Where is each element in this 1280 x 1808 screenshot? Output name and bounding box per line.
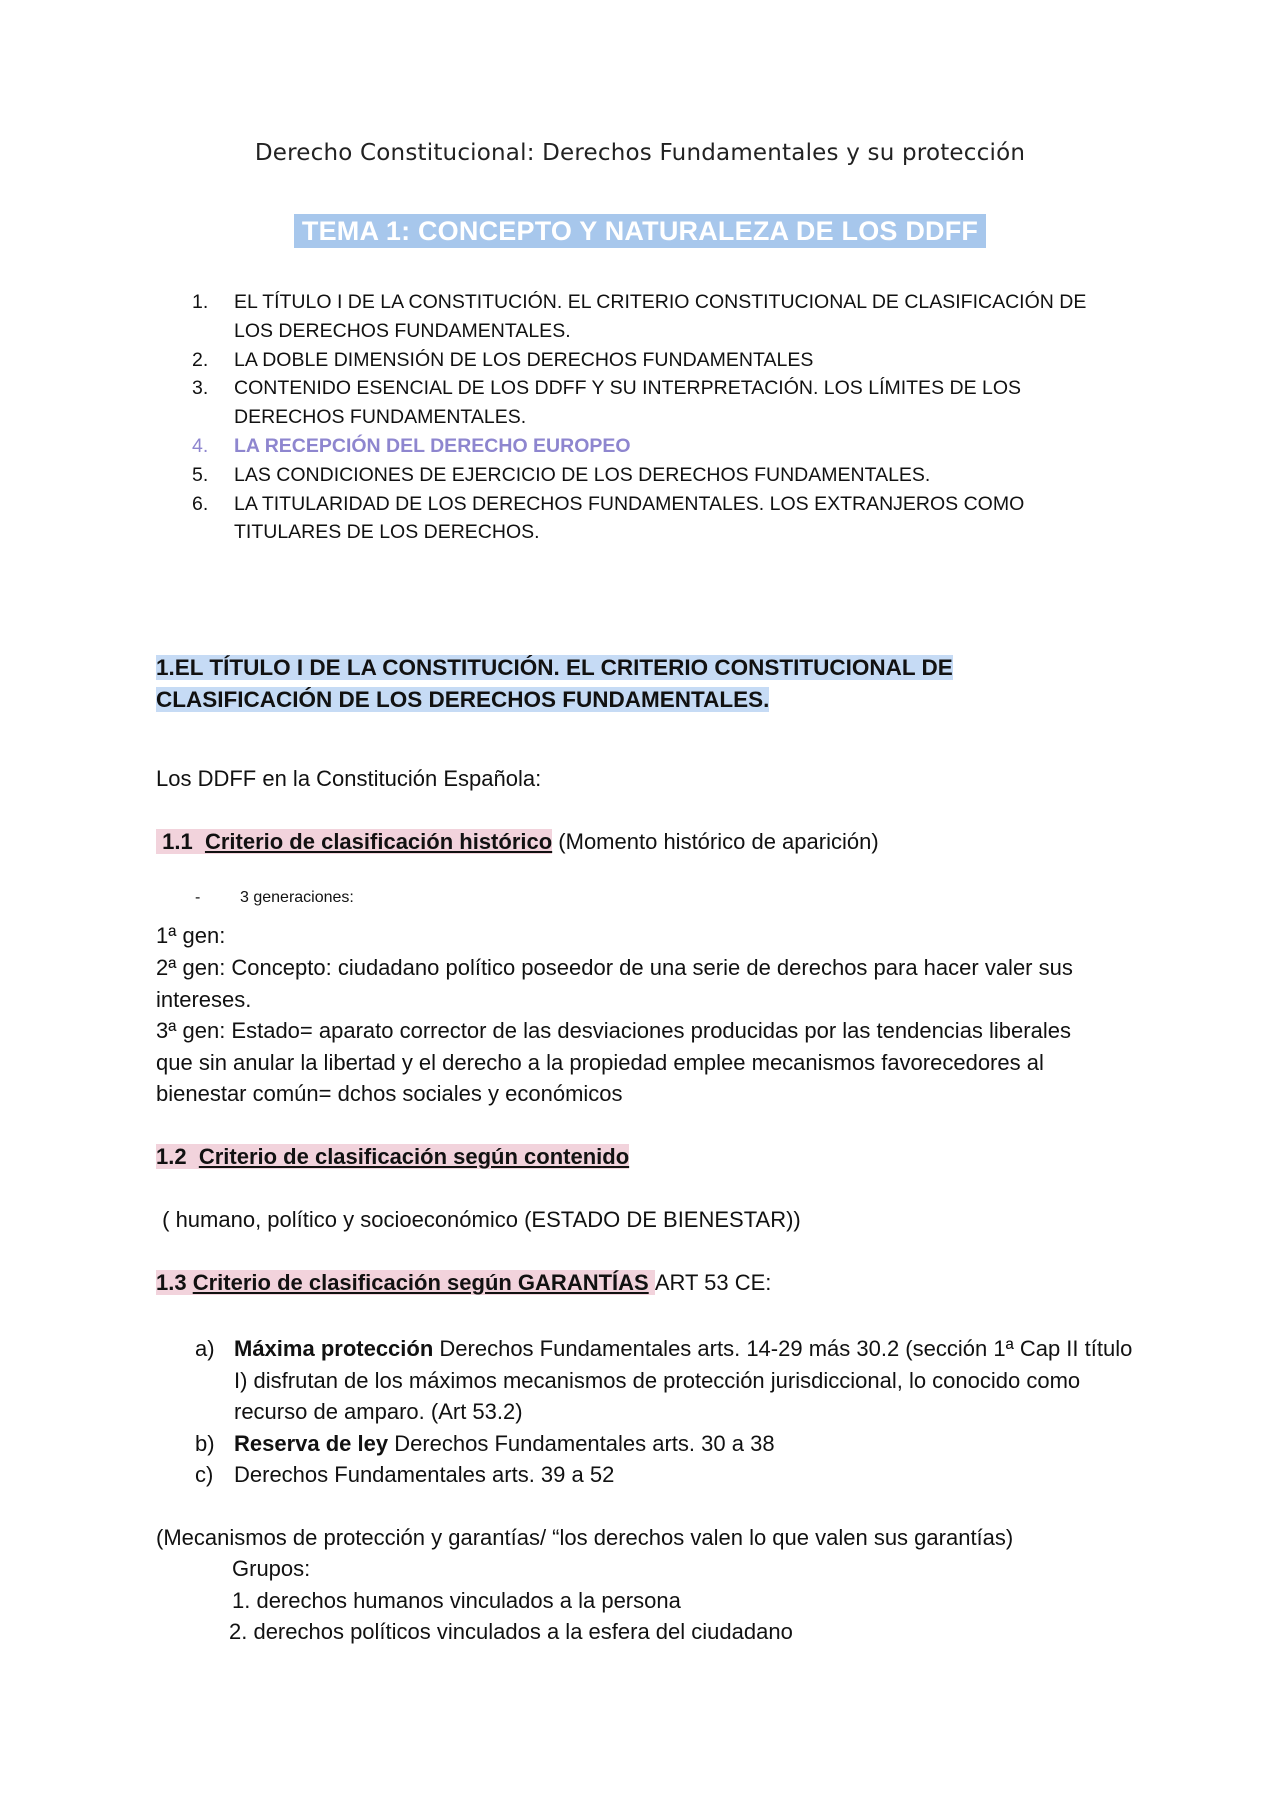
toc-item — [192, 374, 1122, 432]
group-item-1: 1. derechos humanos vinculados a la persona — [232, 1588, 681, 1613]
generation-2: 2ª gen: Concepto: ciudadano político poseedor de una serie de derechos para hacer valer sus intereses. — [156, 955, 1073, 1012]
generation-3: 3ª gen: Estado= aparato corrector de las desviaciones producidas por las tendencias liberales que sin anular la libertad y el derecho a la propiedad emplee mecanismos favorecedores al bienestar común= dchos sociales y económicos — [156, 1018, 1071, 1106]
section-intro: Los DDFF en la Constitución Española: — [156, 766, 542, 791]
guarantees-list — [195, 1333, 1135, 1491]
toc-item-text: LA DOBLE DIMENSIÓN DE LOS DERECHOS FUNDAMENTALES — [234, 348, 814, 371]
toc-item-number: 3. — [192, 377, 209, 400]
toc-item-text: CONTENIDO ESENCIAL DE LOS DDFF Y SU INTERPRETACIÓN. LOS LÍMITES DE LOS DERECHOS FUNDAMENTALES. — [234, 377, 1022, 429]
guarantee-item-letter: c) — [195, 1462, 214, 1487]
dash-bullet: - — [195, 889, 201, 906]
toc-item-text: LA RECEPCIÓN DEL DERECHO EUROPEO — [234, 434, 631, 457]
toc-item-text: LAS CONDICIONES DE EJERCICIO DE LOS DERECHOS FUNDAMENTALES. — [234, 463, 931, 486]
group-item-2: 2. derechos políticos vinculados a la esfera del ciudadano — [229, 1619, 793, 1644]
guarantee-item-text: Derechos Fundamentales arts. 30 a 38 — [388, 1430, 775, 1456]
subsection-1-2-body — [156, 1204, 1136, 1236]
toc-item-number: 6. — [192, 492, 209, 515]
toc-item-number: 4. — [192, 434, 209, 457]
toc-item-highlighted — [192, 432, 1122, 461]
mechanisms-note: (Mecanismos de protección y garantías/ “los derechos valen lo que valen sus garantías) — [156, 1525, 1014, 1550]
subsection-1-1-note: (Momento histórico de aparición) — [558, 829, 879, 854]
toc-item-number: 1. — [192, 291, 209, 313]
section-1-heading — [156, 652, 1056, 715]
toc-item — [192, 346, 1122, 375]
tema-title-wrap — [0, 214, 1280, 248]
subsection-1-1-title: Criterio de clasificación histórico — [204, 829, 553, 854]
subsection-1-3-suffix: ART 53 CE: — [654, 1270, 772, 1295]
guarantee-item-letter: b) — [195, 1430, 215, 1456]
toc-item — [192, 288, 1122, 346]
course-title: Derecho Constitucional: Derechos Fundamentales y su protección — [254, 140, 1026, 166]
section-1-heading-line2: CLASIFICACIÓN DE LOS DERECHOS FUNDAMENTALES. — [156, 686, 770, 712]
guarantee-item-text: Derechos Fundamentales arts. 14-29 más 30.2 (sección 1ª Cap II título I) disfrutan de los máximos mecanismos de protección jurisdiccional, lo conocido como recurso de amparo. (Art 53.2) — [234, 1336, 1133, 1424]
guarantee-item — [195, 1428, 1135, 1460]
generations-bullet — [195, 889, 354, 907]
subsection-1-2-text: ( humano, político y socioeconómico (ESTADO DE BIENESTAR)) — [162, 1207, 801, 1232]
toc-item-text: LA TITULARIDAD DE LOS DERECHOS FUNDAMENTALES. LOS EXTRANJEROS COMO TITULARES DE LOS DERECHOS. — [234, 492, 1025, 544]
subsection-1-1-heading — [156, 826, 1136, 858]
groups-label: Grupos: — [232, 1556, 311, 1581]
guarantee-item-text: Derechos Fundamentales arts. 39 a 52 — [234, 1462, 615, 1487]
table-of-contents — [192, 288, 1122, 547]
guarantee-item — [195, 1459, 1135, 1491]
toc-item — [192, 461, 1122, 490]
subsection-1-2-heading — [156, 1141, 1136, 1173]
section-1-heading-line1: 1.EL TÍTULO I DE LA CONSTITUCIÓN. EL CRITERIO CONSTITUCIONAL DE — [156, 655, 953, 680]
guarantee-item-bold: Reserva de ley — [234, 1430, 389, 1456]
generations-label: 3 generaciones: — [240, 889, 354, 906]
toc-item-text: EL TÍTULO I DE LA CONSTITUCIÓN. EL CRITERIO CONSTITUCIONAL DE CLASIFICACIÓN DE LOS DERECHOS FUNDAMENTALES. — [234, 291, 1087, 342]
generation-1: 1ª gen: — [156, 923, 226, 948]
subsection-1-3-title: Criterio de clasificación según GARANTÍAS — [192, 1270, 649, 1295]
toc-item-number: 5. — [192, 463, 209, 486]
subsection-1-3-number: 1.3 — [156, 1270, 187, 1295]
subsection-1-2-label — [156, 1144, 629, 1169]
subsection-1-1-label — [156, 829, 552, 854]
toc-item-number: 2. — [192, 348, 209, 371]
guarantee-item-letter: a) — [195, 1336, 215, 1361]
guarantee-item — [195, 1333, 1135, 1428]
subsection-1-2-title: Criterio de clasificación según contenido — [198, 1144, 630, 1169]
subsection-1-3-label — [156, 1270, 655, 1295]
tema-title: TEMA 1: CONCEPTO Y NATURALEZA DE LOS DDFF — [294, 214, 986, 248]
subsection-1-2-number: 1.2 — [156, 1144, 187, 1169]
subsection-1-1-number: 1.1 — [162, 829, 193, 854]
guarantee-item-bold: Máxima protección — [234, 1336, 434, 1361]
toc-item — [192, 490, 1122, 548]
subsection-1-3-heading — [156, 1267, 1136, 1299]
